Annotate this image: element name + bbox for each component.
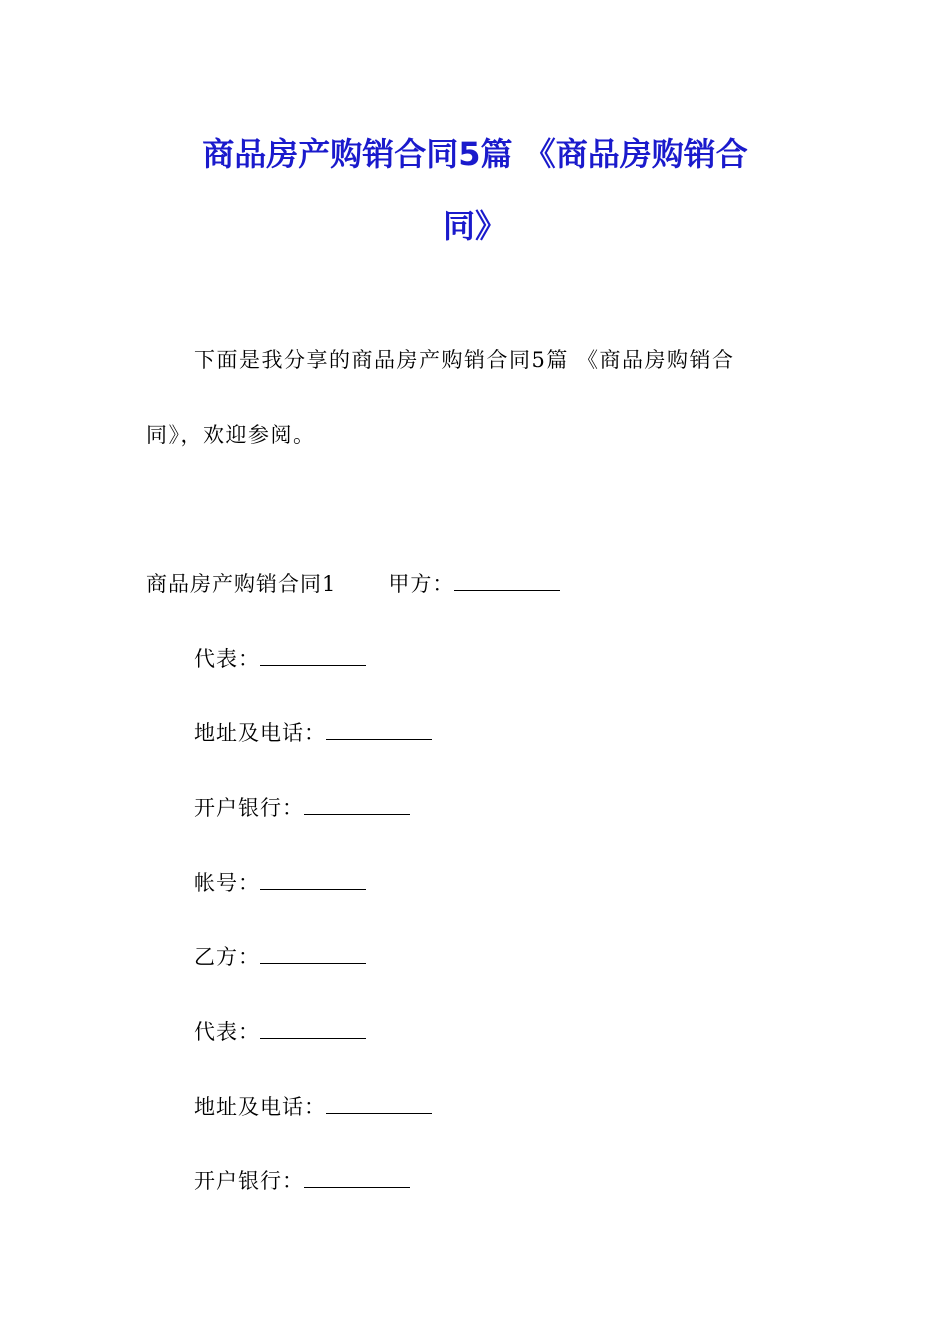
field-row-party-b	[194, 943, 366, 971]
field-label: 代表：	[194, 1020, 260, 1044]
field-row-account-a	[194, 869, 366, 897]
field-label: 地址及电话：	[194, 1095, 326, 1119]
fill-in-blank	[260, 869, 366, 890]
field-label: 代表：	[194, 647, 260, 671]
document-title-line-2: 同》	[442, 207, 507, 245]
fill-in-blank	[326, 1093, 432, 1114]
field-row-address-phone-b	[194, 1093, 432, 1121]
fill-in-blank	[304, 794, 410, 815]
field-label: 开户银行：	[194, 1169, 304, 1193]
field-row-address-phone-a	[194, 719, 432, 747]
field-row-representative-a	[194, 645, 366, 673]
section-heading: 商品房产购销合同1	[146, 572, 337, 596]
document-title-line-1: 商品房产购销合同5篇 《商品房购销合	[202, 135, 748, 173]
fill-in-blank	[260, 1018, 366, 1039]
field-row-representative-b	[194, 1018, 366, 1046]
fill-in-blank	[260, 943, 366, 964]
field-label: 开户银行：	[194, 796, 304, 820]
fill-in-blank	[454, 570, 560, 591]
field-row-bank-a	[194, 794, 410, 822]
field-label: 地址及电话：	[194, 721, 326, 745]
field-label: 帐号：	[194, 871, 260, 895]
intro-paragraph-line-2: 同》，欢迎参阅。	[146, 423, 316, 447]
section-heading-row	[146, 570, 560, 598]
field-label-party-a: 甲方：	[388, 572, 455, 596]
fill-in-blank	[326, 719, 432, 740]
fill-in-blank	[260, 645, 366, 666]
intro-paragraph-line-1: 下面是我分享的商品房产购销合同5篇 《商品房购销合	[194, 348, 735, 372]
fill-in-blank	[304, 1167, 410, 1188]
field-row-bank-b	[194, 1167, 410, 1195]
field-label: 乙方：	[194, 945, 260, 969]
